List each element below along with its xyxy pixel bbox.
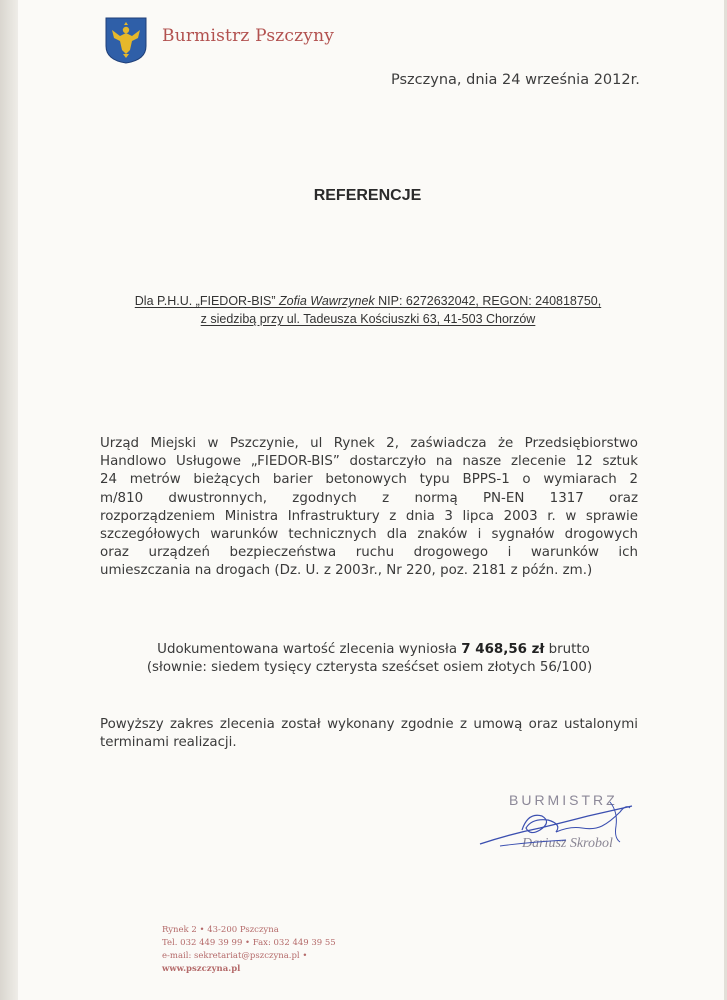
closing-line: Powyższy zakres zlecenia został wykonany zgodnie z umową oraz ustalonymi (100, 717, 638, 732)
document-title-text: REFERENCJE (313, 187, 422, 204)
footer-email-line (162, 950, 336, 976)
stamp-name: Dariusz Skrobol (522, 836, 613, 851)
recipient-line-1 (118, 292, 618, 310)
value-in-words: (słownie: siedem tysięcy czterysta sześćset osiem złotych 56/100) (146, 660, 593, 675)
recipient-ids: NIP: 6272632042, REGON: 240818750, (374, 294, 602, 308)
body-line: szczegółowych warunków technicznych dla znaków i sygnałów drogowych (100, 527, 638, 543)
closing-line: terminami realizacji. (100, 735, 237, 751)
body-line: Urząd Miejski w Pszczynie, ul Rynek 2, zaświadcza że Przedsiębiorstwo (100, 436, 638, 451)
recipient-block (118, 292, 618, 328)
document-title (0, 187, 727, 205)
order-value-block (0, 641, 727, 677)
footer-website-link[interactable]: www.pszczyna.pl (162, 964, 241, 974)
footer-email: e-mail: sekretariat@pszczyna.pl • (162, 951, 308, 961)
coat-of-arms-eagle-icon (104, 16, 148, 64)
footer-phone: Tel. 032 449 39 99 • Fax: 032 449 39 55 (162, 938, 336, 948)
recipient-name: Zofia Wawrzynek (279, 294, 375, 308)
stamp-title: BURMISTRZ (509, 792, 618, 808)
footer-address: Rynek 2 • 43-200 Pszczyna (162, 925, 279, 935)
office-name: Burmistrz Pszczyny (162, 26, 335, 46)
body-line: oraz urządzeń bezpieczeństwa ruchu drogowego i warunków ich (100, 545, 638, 561)
body-line: rozporządzeniem Ministra Infrastruktury z dnia 3 lipca 2003 r. w sprawie (100, 508, 638, 524)
body-paragraph (100, 435, 638, 581)
body-line: umieszczania na drogach (Dz. U. z 2003r., Nr 220, poz. 2181 z późn. zm.) (100, 563, 593, 579)
value-suffix: brutto (544, 642, 590, 657)
footer-contact (162, 924, 336, 976)
recipient-prefix: Dla P.H.U. „FIEDOR-BIS” (134, 294, 280, 308)
body-line: Handlowo Usługowe „FIEDOR-BIS” dostarczyło na nasze zlecenie 12 sztuk (100, 454, 638, 470)
order-value-line (10, 641, 727, 659)
value-amount: 7 468,56 zł (461, 642, 545, 657)
handwritten-signature (470, 782, 650, 862)
body-line: m/810 dwustronnych, zgodnych z normą PN-EN 1317 oraz (100, 490, 638, 506)
recipient-address: z siedzibą przy ul. Tadeusza Kościuszki 63, 41-503 Chorzów (200, 312, 536, 326)
closing-paragraph (100, 716, 638, 752)
date-line: Pszczyna, dnia 24 września 2012r. (391, 72, 640, 88)
body-line: 24 metrów bieżących barier betonowych typu BPPS-1 o wymiarach 2 (100, 472, 638, 488)
value-prefix: Udokumentowana wartość zlecenia wyniosła (157, 642, 462, 657)
